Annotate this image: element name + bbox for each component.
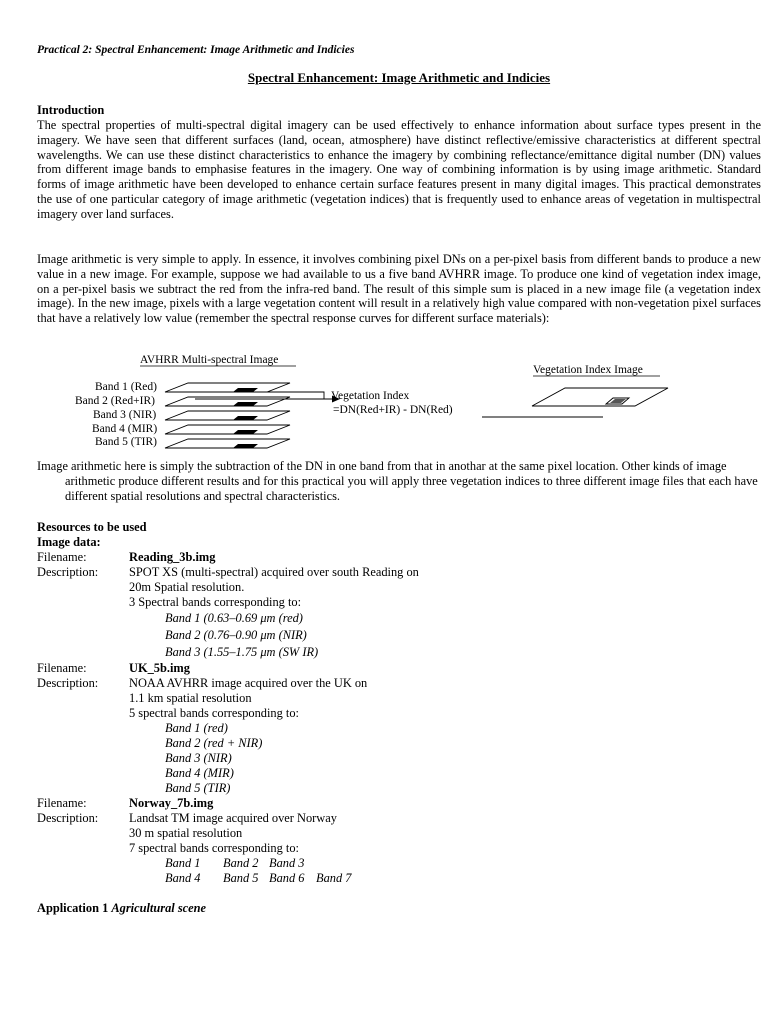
band-label-5: Band 5 (TIR) <box>95 436 157 448</box>
file-2-band-3: Band 3 (NIR) <box>165 751 232 765</box>
file-3-band-5: Band 5 <box>223 871 259 885</box>
file-1-bands-intro: 3 Spectral bands corresponding to: <box>129 595 302 609</box>
file-1-description: SPOT XS (multi-spectral) acquired over south Reading on <box>129 565 419 579</box>
file-3-band-7: Band 7 <box>316 871 352 885</box>
intro-paragraph-1-text: The spectral properties of multi-spectral digital imagery can be used effectively to enhance information about surface types present in the imagery. We have seen that different surfaces (land, ocean, atmosphere) have distinct reflective/emissive characteristics at different spectral wavelengths. We can use these distinct characteristics to enhance the imagery by combining reflectance/emittance digital number (DN) values from different image bands to emphasise features in the imagery. One way of combining information is by using image arithmetic. Standard forms of image arithmetic have been developed to enhance certain surface features present in many digital images. This practical demonstrates the use of one particular category of image arithmetic (vegetation indices) that is frequently used to enhance areas of vegetation in multispectral imagery over land surfaces. <box>37 118 761 221</box>
application-1-subtitle: Agricultural scene <box>111 901 207 915</box>
file-3-resolution-row <box>37 826 761 841</box>
file-2-band-row-2 <box>37 736 761 751</box>
file-3-description-row <box>37 811 761 826</box>
file-2-bands-intro-row <box>37 706 761 721</box>
file-3-bands-intro-row <box>37 841 761 856</box>
file-3-band-row-1 <box>37 856 761 871</box>
filename-label: Filename: <box>37 550 87 564</box>
file-2-band-5: Band 5 (TIR) <box>165 781 231 795</box>
file-2-band-row-5 <box>37 781 761 796</box>
file-3-band-3: Band 3 <box>269 856 305 870</box>
intro-paragraph-3 <box>37 459 761 503</box>
file-2-band-2: Band 2 (red + NIR) <box>165 736 263 750</box>
file-2-description: NOAA AVHRR image acquired over the UK on <box>129 676 368 690</box>
file-3-description: Landsat TM image acquired over Norway <box>129 811 337 825</box>
description-label: Description: <box>37 565 99 579</box>
file-3-bands-intro: 7 spectral bands corresponding to: <box>129 841 299 855</box>
file-1-resolution: 20m Spatial resolution. <box>129 580 245 594</box>
document-title: Spectral Enhancement: Image Arithmetic and Indicies <box>247 70 551 85</box>
file-3-band-1: Band 1 <box>165 856 201 870</box>
filename-label: Filename: <box>37 661 87 675</box>
file-2-bands-intro: 5 spectral bands corresponding to: <box>129 706 299 720</box>
file-2-band-4: Band 4 (MIR) <box>165 766 234 780</box>
band-label-2: Band 2 (Red+IR) <box>75 395 155 407</box>
band-label-1: Band 1 (Red) <box>95 381 157 393</box>
file-3-band-2: Band 2 <box>223 856 259 870</box>
file-1-filename-row <box>37 550 761 565</box>
image-data-label: Image data: <box>37 535 101 549</box>
file-2-filename-row <box>37 661 761 676</box>
description-label: Description: <box>37 676 99 690</box>
file-2-band-1: Band 1 (red) <box>165 721 228 735</box>
resources-heading: Resources to be used <box>37 520 147 534</box>
vegetation-index-image-title: Vegetation Index Image <box>533 364 643 376</box>
file-1-bands-intro-row <box>37 595 761 610</box>
description-label: Description: <box>37 811 99 825</box>
file-2-resolution-row <box>37 691 761 706</box>
intro-paragraph-2-text: Image arithmetic is very simple to apply. In essence, it involves combining pixel DNs on a per-pixel basis from different bands to produce a new value in a new image. For example, suppose we had available to us a five band AVHRR image. To produce one kind of vegetation index image, on a per-pixel basis we subtract the red from the infra-red band. The result of this simple sum is placed in a new image file (a vegetation index image). In the new image, pixels with a large vegetation content will result in a relatively high value compared with non-vegetation pixel surfaces that have a relatively low value (remember the spectral response curves for different surface materials): <box>37 252 761 326</box>
introduction-heading: Introduction <box>37 103 105 117</box>
file-2-description-row <box>37 676 761 691</box>
file-2-band-row-1 <box>37 721 761 736</box>
file-1-band-2: Band 2 (0.76–0.90 μm (NIR) <box>165 628 307 642</box>
file-1-band-row-1 <box>37 611 761 626</box>
file-3-band-row-2 <box>37 871 761 886</box>
file-1-resolution-row <box>37 580 761 595</box>
vegetation-index-formula: =DN(Red+IR) - DN(Red) <box>333 404 453 416</box>
file-2-band-row-3 <box>37 751 761 766</box>
vegetation-index-label: Vegetation Index <box>331 390 410 402</box>
band-label-4: Band 4 (MIR) <box>92 423 158 435</box>
band-stack <box>165 383 290 448</box>
file-1-band-1: Band 1 (0.63–0.69 μm (red) <box>165 611 303 625</box>
application-1-label: Application 1 <box>37 901 109 915</box>
file-1-name: Reading_3b.img <box>129 550 216 564</box>
file-3-resolution: 30 m spatial resolution <box>129 826 243 840</box>
file-3-band-4: Band 4 <box>165 871 201 885</box>
file-1-band-row-3 <box>37 645 761 660</box>
file-1-band-3: Band 3 (1.55–1.75 μm (SW IR) <box>165 645 319 659</box>
file-2-resolution: 1.1 km spatial resolution <box>129 691 252 705</box>
file-3-filename-row <box>37 796 761 811</box>
band-label-3: Band 3 (NIR) <box>93 409 157 421</box>
application-1-heading <box>37 901 206 916</box>
file-3-name: Norway_7b.img <box>129 796 214 810</box>
vegetation-index-image <box>532 388 668 406</box>
intro-paragraph-1 <box>37 118 761 222</box>
file-1-band-row-2 <box>37 628 761 643</box>
file-1-description-row <box>37 565 761 580</box>
intro-paragraph-2 <box>37 252 761 326</box>
file-3-band-6: Band 6 <box>269 871 305 885</box>
intro-paragraph-3-text: Image arithmetic here is simply the subtraction of the DN in one band from that in anothar at the same pixel location. Other kinds of image arithmetic produce different results and for this practical you will apply three vegetation indices to three different image files that each have different spatial resolutions and spectral characteristics. <box>37 459 758 503</box>
vegetation-index-diagram <box>0 348 768 452</box>
multispectral-image-title: AVHRR Multi-spectral Image <box>140 354 279 366</box>
filename-label: Filename: <box>37 796 87 810</box>
page-header: Practical 2: Spectral Enhancement: Image Arithmetic and Indicies <box>37 44 355 56</box>
file-2-band-row-4 <box>37 766 761 781</box>
file-2-name: UK_5b.img <box>129 661 190 675</box>
